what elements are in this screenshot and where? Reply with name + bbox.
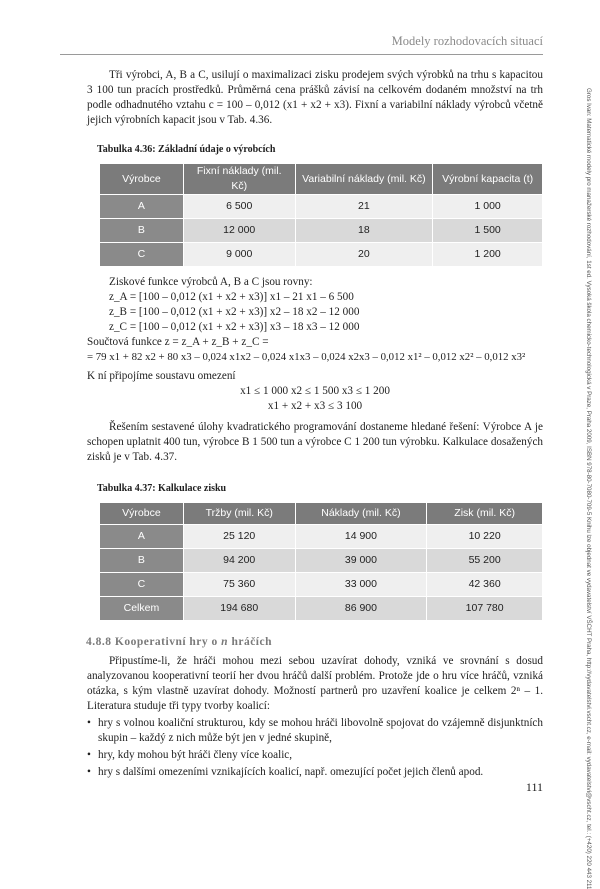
- table-cell: C: [100, 243, 184, 267]
- table-cell: 86 900: [295, 597, 427, 621]
- page-body: [87, 68, 543, 782]
- table-cell: 75 360: [183, 573, 295, 597]
- constraint-line-2: x1 + x2 + x3 ≤ 3 100: [267, 400, 363, 412]
- table-row: [100, 525, 543, 549]
- section-number: 4.8.8: [86, 636, 112, 648]
- table-cell: Celkem: [100, 597, 184, 621]
- bullet-icon: •: [87, 749, 91, 761]
- table-basic-data: [99, 163, 543, 267]
- table-cell: 39 000: [295, 549, 427, 573]
- constraints-intro: K ní připojíme soustavu omezení: [87, 370, 236, 382]
- running-header: Modely rozhodovacích situací: [391, 34, 543, 48]
- coalition-types-list: [87, 716, 543, 780]
- table-cell: 21: [295, 195, 433, 219]
- table-cell: 107 780: [427, 597, 543, 621]
- bullet-icon: •: [87, 717, 91, 729]
- profit-intro: Ziskové funkce výrobců A, B a C jsou rovny:: [109, 276, 313, 288]
- table-row-total: [100, 597, 543, 621]
- table-cell: 6 500: [183, 195, 295, 219]
- table-cell: 12 000: [183, 219, 295, 243]
- table-cell: 1 000: [433, 195, 543, 219]
- table1-header-cell: Fixní náklady (mil. Kč): [183, 164, 295, 195]
- table-cell: 25 120: [183, 525, 295, 549]
- list-item: • hry, kdy mohou být hráči členy více koalic,: [87, 749, 293, 761]
- table-cell: 20: [295, 243, 433, 267]
- table-row: [100, 219, 543, 243]
- list-item: • hry s dalšími omezeními vznikajících koalicí, např. omezující počet jejich členů apod.: [87, 766, 484, 778]
- table2-header-cell: Náklady (mil. Kč): [295, 503, 427, 525]
- profit-function-a: z_A = [100 – 0,012 (x1 + x2 + x3)] x1 – 21 x1 – 6 500: [109, 291, 354, 303]
- table-cell: 33 000: [295, 573, 427, 597]
- profit-function-c: z_C = [100 – 0,012 (x1 + x2 + x3)] x3 – 18 x3 – 12 000: [109, 321, 360, 333]
- table2-header-cell: Zisk (mil. Kč): [427, 503, 543, 525]
- table1-caption: Tabulka 4.36: Základní údaje o výrobcích: [97, 144, 276, 155]
- table1-header-row: [100, 164, 543, 195]
- table2-header-cell: Výrobce: [100, 503, 184, 525]
- table-row: [100, 195, 543, 219]
- copyright-sidenote: [578, 88, 592, 889]
- table-cell: 194 680: [183, 597, 295, 621]
- profit-function-b: z_B = [100 – 0,012 (x1 + x2 + x3)] x2 – 18 x2 – 12 000: [109, 306, 360, 318]
- constraint-line-1: x1 ≤ 1 000 x2 ≤ 1 500 x3 ≤ 1 200: [240, 385, 390, 397]
- table-cell: 9 000: [183, 243, 295, 267]
- section-title-part-1: Kooperativní hry o: [114, 636, 218, 648]
- list-item: • hry s volnou koaliční strukturou, kdy se mohou hráči libovolně spojovat do vzájemně disjunktních skupin – každý z nich může být jen v jedné skupině,: [87, 717, 543, 744]
- table1-header-cell: Výrobní kapacita (t): [433, 164, 543, 195]
- table-row: [100, 549, 543, 573]
- table-row: [100, 573, 543, 597]
- table2-caption: Tabulka 4.37: Kalkulace zisku: [97, 483, 227, 494]
- table-profit-calculation: [99, 502, 543, 621]
- table2-header-cell: Tržby (mil. Kč): [183, 503, 295, 525]
- table-cell: 18: [295, 219, 433, 243]
- table2-header-row: [100, 503, 543, 525]
- table-cell: 10 220: [427, 525, 543, 549]
- section-title-part-2: hráčích: [231, 636, 273, 648]
- intro-paragraph: Tři výrobci, A, B a C, usilují o maximalizaci zisku prodejem svých výrobků na trhu s kapacitou 3 100 tun pracích prostředků. Průměrná cena prášků závisí na celkovém dodaném množství na trh podle odhadnutého vztahu c = 100 – 0,012 (x1 + x2 + x3). Fixní a variabilní náklady výrobců včetně jejich výrobních kapacit jsou v Tab. 4.36.: [87, 69, 543, 126]
- table-row: [100, 243, 543, 267]
- section-paragraph: Připustíme-li, že hráči mohou mezi sebou uzavírat dohody, vzniká ve srovnání s dosud analyzovanou kooperativní teorií her dvou hráčů další problém. Protože jde o hru více hráčů, vzniká otázka, s kým vlastně uzavírat dohody. Možností partnerů pro uzavření koalice je celkem 2ⁿ – 1. Literatura studuje tři typy tvorby koalicí:: [87, 655, 543, 712]
- table-cell: 94 200: [183, 549, 295, 573]
- table-cell: 55 200: [427, 549, 543, 573]
- header-rule: [60, 54, 543, 55]
- table1-header-cell: Variabilní náklady (mil. Kč): [295, 164, 433, 195]
- table-cell: B: [100, 219, 184, 243]
- sum-function-label: Součtová funkce z = z_A + z_B + z_C =: [87, 336, 269, 348]
- table-cell: 1 200: [433, 243, 543, 267]
- table-cell: 14 900: [295, 525, 427, 549]
- bullet-icon: •: [87, 766, 91, 778]
- table1-header-cell: Výrobce: [100, 164, 184, 195]
- section-heading: [86, 635, 543, 650]
- solution-paragraph: Řešením sestavené úlohy kvadratického programování dostaneme hledané řešení: Výrobce A je schopen uplatnit 400 tun, výrobce B 1 500 tun a výrobce C 1 200 tun výrobku. Kalkulace dosažených zisků je v Tab. 4.37.: [87, 421, 543, 463]
- table-cell: 1 500: [433, 219, 543, 243]
- page-number: 111: [525, 780, 543, 794]
- section-title-n: n: [221, 636, 229, 648]
- table-cell: C: [100, 573, 184, 597]
- table-cell: A: [100, 525, 184, 549]
- table-cell: B: [100, 549, 184, 573]
- table-cell: A: [100, 195, 184, 219]
- copyright-text: Gros Ivan: Matematické modely pro manažerské rozhodování, 1st ed. Vysoká škola chemicko-technologická v Praze, Praha 2009, ISBN 978-80-7080-709-5 Knihu lze objednat ve vydavatelství VŠCHT Praha, http://vydavatelstvi.vscht.cz, e-mail: vydavatelstvi@vscht.cz, tel.: (+420) 220 443 211: [585, 88, 592, 889]
- table-cell: 42 360: [427, 573, 543, 597]
- sum-function-expression: = 79 x1 + 82 x2 + 80 x3 – 0,024 x1x2 – 0,024 x1x3 – 0,024 x2x3 – 0,012 x1² – 0,012 x2² – 0,012 x3²: [87, 351, 526, 363]
